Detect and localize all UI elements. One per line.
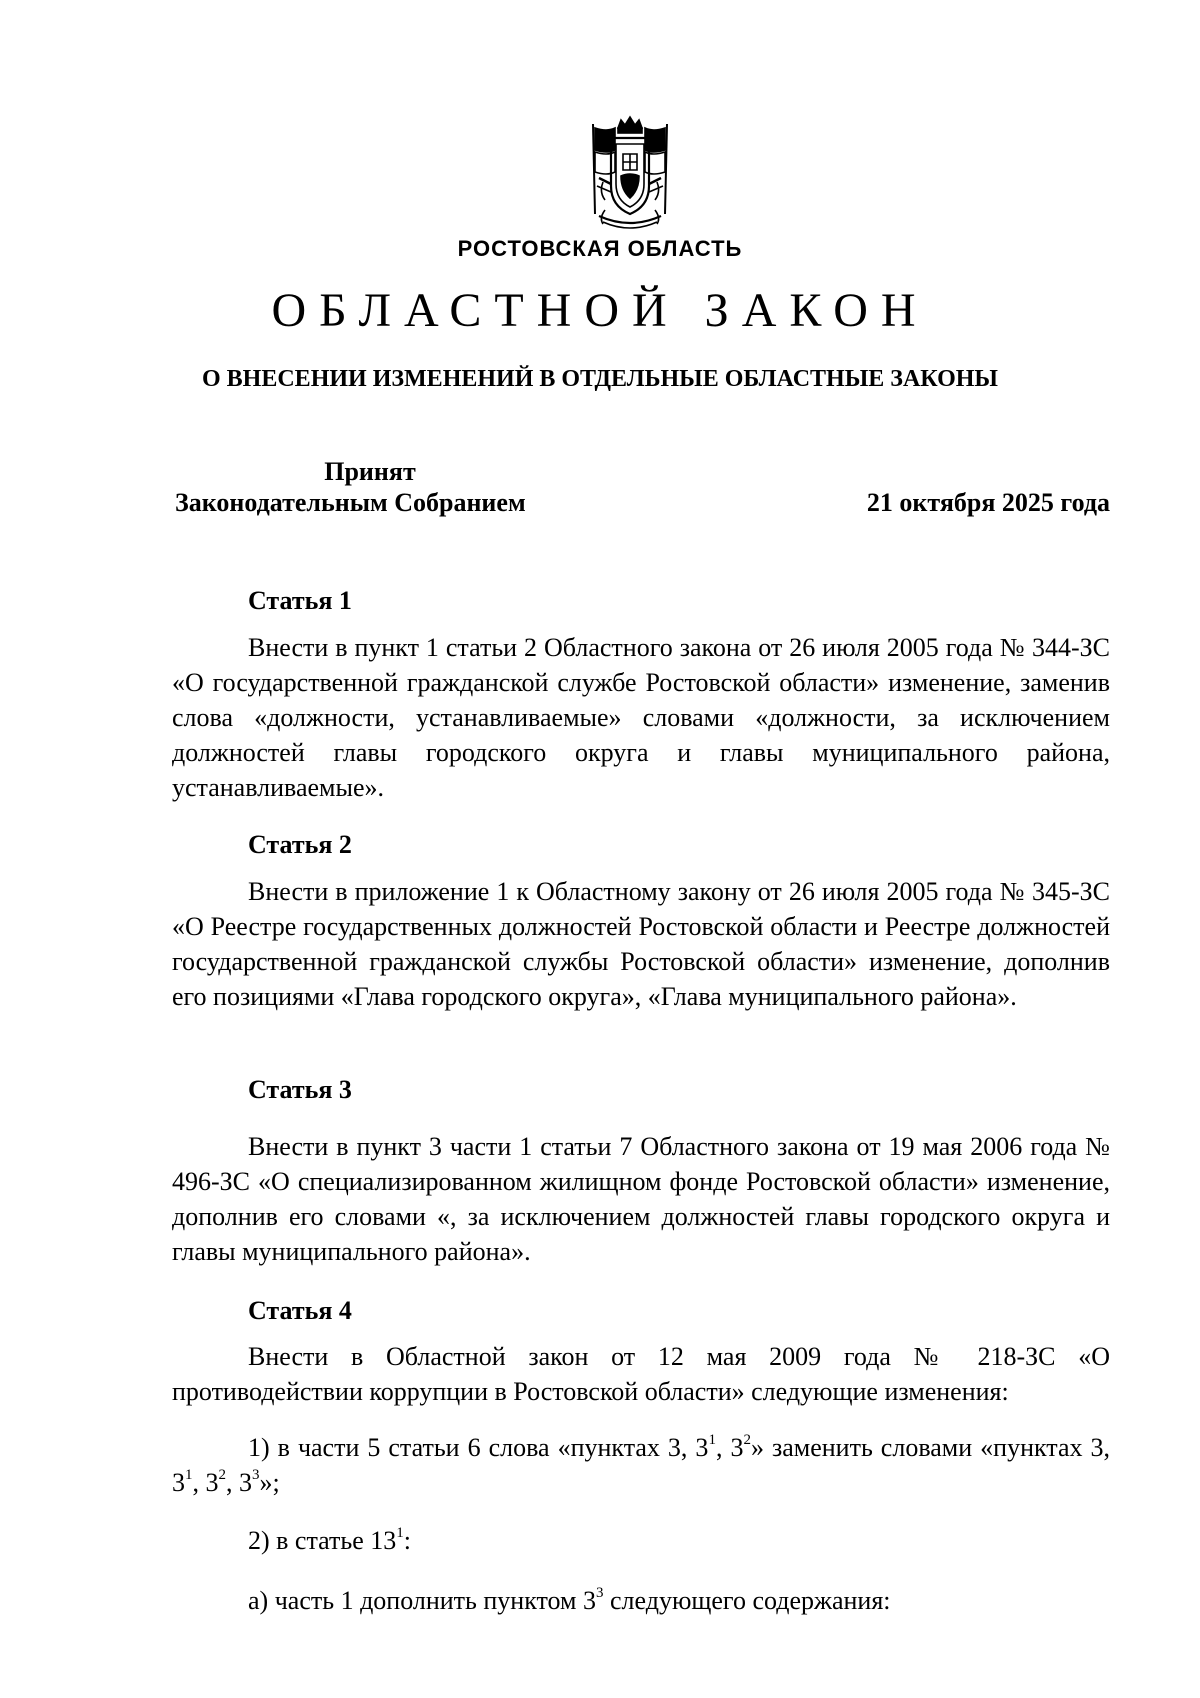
document-type: ОБЛАСТНОЙ ЗАКОН (271, 284, 929, 337)
list-item-2: 2) в статье $13^1$: (248, 1525, 412, 1555)
article-2-heading: Статья 2 (248, 830, 352, 859)
adoption-label: Принят (324, 457, 416, 486)
article-3-heading: Статья 3 (248, 1075, 352, 1104)
article-4-heading: Статья 4 (248, 1296, 352, 1325)
article-1-heading: Статья 1 (248, 586, 352, 615)
list-item-1: 1) в части 5 статьи 6 слова «пунктах 3, $3^1$, $3^2$» заменить словами «пунктах 3, $3^1$, $3^2$, $3^3$»; (172, 1432, 1111, 1497)
article-4-text: Внести в Областной закон от 12 мая 2009 года № 218-ЗС «О противодействии коррупции в Ростовской области» следующие изменения: (172, 1342, 1110, 1406)
coat-of-arms-icon (585, 114, 675, 234)
article-3-text: Внести в пункт 3 части 1 статьи 7 Областного закона от 19 мая 2006 года № 496-ЗС «О специализированном жилищном фонде Ростовской области» изменение, дополнив его словами «, за исключением должностей главы городского округа и главы муниципального района». (172, 1132, 1110, 1266)
region-name: РОСТОВСКАЯ ОБЛАСТЬ (457, 236, 743, 261)
adoption-date: 21 октября 2025 года (866, 488, 1110, 517)
article-2-text: Внести в приложение 1 к Областному закону от 26 июля 2005 года № 345-ЗС «О Реестре государственных должностей Ростовской области и Реестре должностей государственной гражданской службы Ростовской области» изменение, дополнив его позициями «Глава городского округа», «Глава муниципального района». (172, 877, 1110, 1011)
list-item-3: а) часть 1 дополнить пунктом $3^3$ следующего содержания: (248, 1585, 891, 1615)
document-title: О ВНЕСЕНИИ ИЗМЕНЕНИЙ В ОТДЕЛЬНЫЕ ОБЛАСТНЫЕ ЗАКОНЫ (202, 366, 998, 392)
article-1-text: Внести в пункт 1 статьи 2 Областного закона от 26 июля 2005 года № 344-ЗС «О государственной гражданской службе Ростовской области» изменение, заменив слова «должности, устанавливаемые» словами «должности, за исключением должностей главы городского округа и главы муниципального района, устанавливаемые». (172, 633, 1110, 802)
adoption-body: Законодательным Собранием (175, 488, 526, 517)
